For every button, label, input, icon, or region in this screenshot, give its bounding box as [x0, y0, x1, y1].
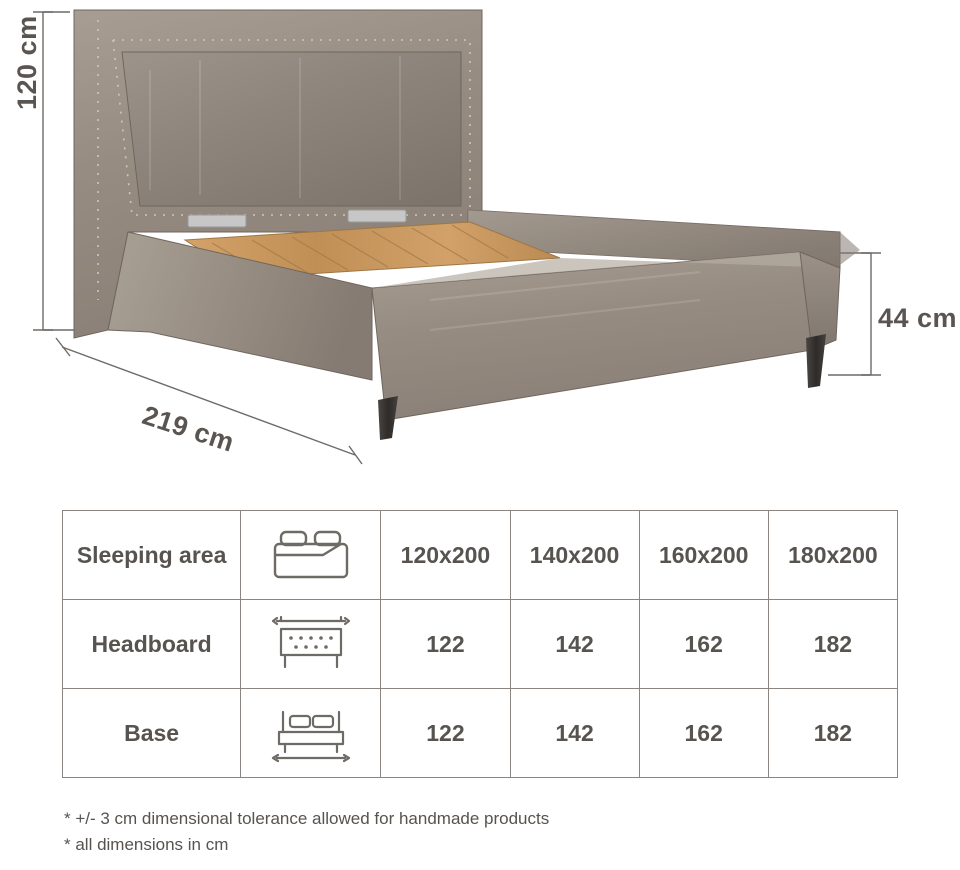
table-row — [63, 689, 898, 778]
row-label-base: Base — [63, 689, 241, 778]
table-row — [63, 600, 898, 689]
base-height-dimension-label: 44 cm — [878, 303, 958, 333]
headboard-value-2: 142 — [510, 600, 639, 689]
base-value-1: 122 — [381, 689, 510, 778]
base-value-2: 142 — [510, 689, 639, 778]
height-dimension-label: 120 cm — [12, 15, 42, 110]
row-label-headboard: Headboard — [63, 600, 241, 689]
headboard-value-4: 182 — [768, 600, 897, 689]
headboard-width-icon — [241, 600, 381, 689]
footnotes — [64, 806, 549, 858]
row-label-sleeping-area: Sleeping area — [63, 511, 241, 600]
headboard-value-3: 162 — [639, 600, 768, 689]
double-bed-top-view-icon — [241, 511, 381, 600]
sleeping-area-size-3: 160x200 — [639, 511, 768, 600]
footnote-units: * all dimensions in cm — [64, 835, 229, 854]
bed-base-width-icon — [241, 689, 381, 778]
base-value-3: 162 — [639, 689, 768, 778]
length-dimension-label: 219 cm — [138, 400, 238, 458]
sleeping-area-size-4: 180x200 — [768, 511, 897, 600]
table-row — [63, 511, 898, 600]
sleeping-area-size-2: 140x200 — [510, 511, 639, 600]
footnote-tolerance: * +/- 3 cm dimensional tolerance allowed for handmade products — [64, 809, 550, 828]
dimensions-table — [62, 510, 898, 778]
headboard-value-1: 122 — [381, 600, 510, 689]
base-value-4: 182 — [768, 689, 897, 778]
sleeping-area-size-1: 120x200 — [381, 511, 510, 600]
